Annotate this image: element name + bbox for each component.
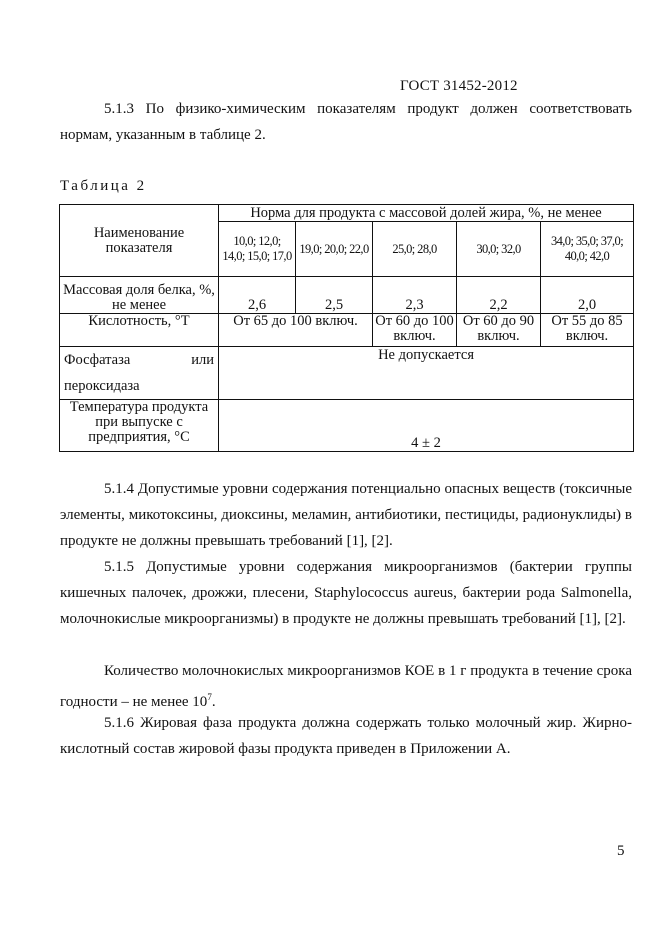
row-phosphatase-label [60, 347, 219, 400]
norm-table [59, 204, 634, 452]
peroxidase-word: пероксидаза [64, 378, 140, 394]
acidity-value-3: От 60 до 90 включ. [457, 314, 541, 347]
protein-value-1: 2,6 [219, 277, 296, 314]
acidity-value-2: От 60 до 100 включ. [373, 314, 457, 347]
fat-group-2: 19,0; 20,0; 22,0 [296, 222, 373, 277]
superscript-exponent: 7 [207, 692, 212, 702]
acidity-value-4: От 55 до 85 включ. [541, 314, 634, 347]
phosphatase-value: Не допускается [219, 347, 634, 400]
protein-value-3: 2,3 [373, 277, 457, 314]
fat-group-5: 34,0; 35,0; 37,0; 40,0; 42,0 [541, 222, 634, 277]
phosphatase-or: или [191, 352, 214, 368]
protein-value-2: 2,5 [296, 277, 373, 314]
row-protein-label: Массовая доля белка, %, не менее [60, 277, 219, 314]
paragraph-5-1-5: 5.1.5 Допустимые уровни содержания микроорганизмов (бактерии группы кишечных палочек, дрожжи, плесени, Staphylococcus aureus, бактерии рода Salmonella, молочнокислые микроорганизмы) в продукте не должны превышать требований [1], [2]. [60, 559, 632, 627]
header-indicator-name: Наименование показателя [60, 205, 219, 277]
paragraph-5-1-4: 5.1.4 Допустимые уровни содержания потенциально опасных веществ (токсичные элементы, микотоксины, диоксины, меламин, антибиотики, пестициды, радионуклиды) в продукте не должны превышать требований [1], [2]. [60, 481, 632, 549]
paragraph-count: Количество молочнокислых микроорганизмов КОЕ в 1 г продукта в течение срока годности – не менее $10^7$. [60, 663, 632, 710]
fat-group-3: 25,0; 28,0 [373, 222, 457, 277]
acidity-value-1: От 65 до 100 включ. [219, 314, 373, 347]
phosphatase-word: Фосфатаза [64, 352, 131, 368]
paragraph-5-1-6: 5.1.6 Жировая фаза продукта должна содержать только молочный жир. Жирно-кислотный состав жировой фазы продукта приведен в Приложении А. [60, 715, 632, 757]
page-number: 5 [617, 843, 625, 859]
temperature-value: 4 ± 2 [219, 400, 634, 452]
header-norm: Норма для продукта с массовой долей жира, %, не менее [219, 205, 634, 222]
paragraph-5-1-3: 5.1.3 По физико-химическим показателям продукт должен соответствовать нормам, указанным в таблице 2. [60, 101, 632, 143]
document-code: ГОСТ 31452-2012 [400, 78, 518, 94]
protein-value-5: 2,0 [541, 277, 634, 314]
fat-group-1: 10,0; 12,0; 14,0; 15,0; 17,0 [219, 222, 296, 277]
row-acidity-label: Кислотность, °Т [60, 314, 219, 347]
table-caption: Таблица 2 [60, 178, 147, 194]
protein-value-4: 2,2 [457, 277, 541, 314]
fat-group-4: 30,0; 32,0 [457, 222, 541, 277]
row-temperature-label: Температура продукта при выпуске с предприятия, °С [60, 400, 219, 452]
